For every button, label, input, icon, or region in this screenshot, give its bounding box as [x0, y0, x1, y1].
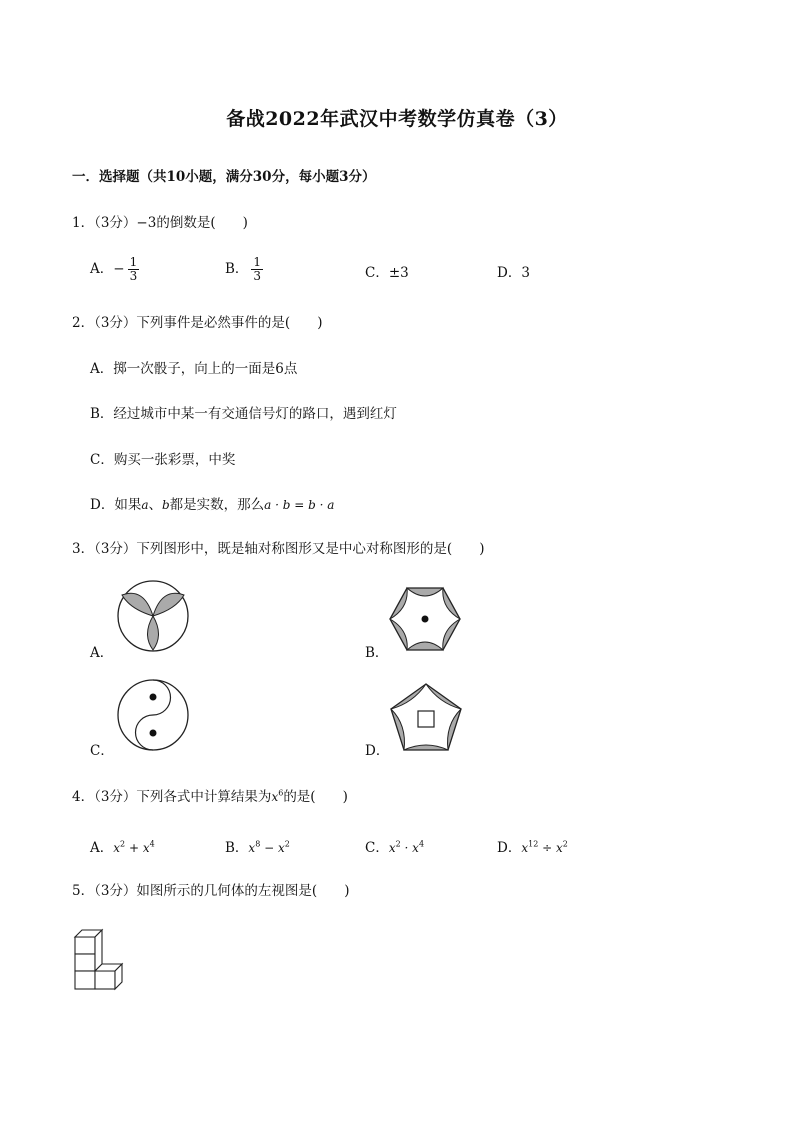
q1-option-a-fraction [128, 256, 140, 283]
operator: · [400, 841, 413, 855]
term-exponent: 4 [418, 839, 425, 849]
q4-option-d[interactable] [497, 836, 568, 856]
separator: 、 [148, 497, 162, 513]
q5-cube-figure [74, 929, 130, 991]
q2-option-d-label: D．如果 [90, 497, 142, 513]
q4-option-d-label: D． [497, 840, 522, 856]
q4-option-b[interactable] [225, 836, 290, 856]
q2-option-d[interactable] [90, 493, 334, 513]
q3-figure-c[interactable] [116, 678, 190, 752]
q4-option-a-label: A． [90, 840, 114, 856]
q3-option-a-label[interactable]: A． [90, 645, 114, 661]
term-base: x [412, 841, 419, 855]
q3-option-c-label[interactable]: C． [90, 743, 114, 759]
q4-option-c-label: C． [365, 840, 389, 856]
question-4-stem-text: 4．（3分）下列各式中计算结果为 [72, 789, 272, 805]
q4-option-b-label: B． [225, 840, 249, 856]
term-base: x [277, 841, 285, 855]
question-3-stem: 3．（3分）下列图形中，既是轴对称图形又是中心对称图形的是( ) [72, 541, 485, 557]
q3-option-d-label[interactable]: D． [365, 743, 390, 759]
q4-stem-variable: x [271, 790, 279, 804]
q1-option-d[interactable]: D．3 [497, 265, 530, 281]
q1-option-b[interactable] [225, 256, 263, 283]
q3-figure-b[interactable] [389, 586, 461, 652]
q3-figure-d[interactable] [389, 683, 463, 751]
var-a: a [141, 498, 149, 512]
question-5-stem: 5．（3分）如图所示的几何体的左视图是( ) [72, 883, 350, 899]
term-base: x [521, 841, 529, 855]
term-exponent: 2 [562, 839, 568, 849]
commutative-expression: a · b = b · a [264, 498, 335, 512]
q2-option-b[interactable]: B．经过城市中某一有交通信号灯的路口，遇到红灯 [90, 406, 397, 422]
question-2-stem: 2．（3分）下列事件是必然事件的是( ) [72, 315, 323, 331]
fraction-denominator: 3 [253, 269, 262, 283]
question-1-stem: 1．（3分）−3的倒数是( ) [72, 215, 248, 231]
q2-option-c[interactable]: C．购买一张彩票，中奖 [90, 452, 236, 468]
page-title: 备战2022年武汉中考数学仿真卷（3） [226, 108, 568, 130]
operator: + [125, 841, 143, 855]
q1-option-b-fraction [251, 256, 263, 283]
term-exponent: 2 [120, 839, 126, 849]
fraction-numerator: 1 [253, 255, 262, 269]
term-exponent: 8 [255, 839, 261, 849]
q4-option-c[interactable] [365, 836, 424, 856]
q3-figure-a[interactable] [116, 579, 190, 653]
term-exponent: 2 [395, 839, 401, 849]
term-exponent: 4 [149, 839, 155, 849]
term-base: x [388, 841, 396, 855]
var-b: b [161, 498, 170, 512]
q1-option-a-label: A．− [90, 261, 125, 277]
question-4-stem-tail: 的是( ) [283, 789, 348, 805]
q3-option-b-label[interactable]: B． [365, 645, 389, 661]
operator: − [260, 841, 278, 855]
q1-option-a[interactable] [90, 256, 139, 283]
term-base: x [142, 841, 150, 855]
question-4-stem [72, 785, 348, 805]
term-base: x [248, 841, 256, 855]
fraction-numerator: 1 [129, 255, 138, 269]
term-base: x [555, 841, 563, 855]
term-base: x [113, 841, 121, 855]
fraction-denominator: 3 [129, 269, 138, 283]
q1-option-c[interactable]: C．±3 [365, 265, 409, 281]
q4-option-a[interactable] [90, 836, 155, 856]
q2-option-d-tail: 都是实数，那么 [169, 497, 265, 513]
q4-stem-exponent: 6 [278, 788, 284, 798]
term-exponent: 12 [528, 839, 539, 849]
term-exponent: 2 [284, 839, 290, 849]
q2-option-a[interactable]: A．掷一次骰子，向上的一面是6点 [90, 361, 298, 377]
operator: ÷ [538, 841, 556, 855]
q1-option-b-label: B． [225, 261, 249, 277]
section-heading: 一．选择题（共10小题，满分30分，每小题3分） [72, 169, 376, 185]
